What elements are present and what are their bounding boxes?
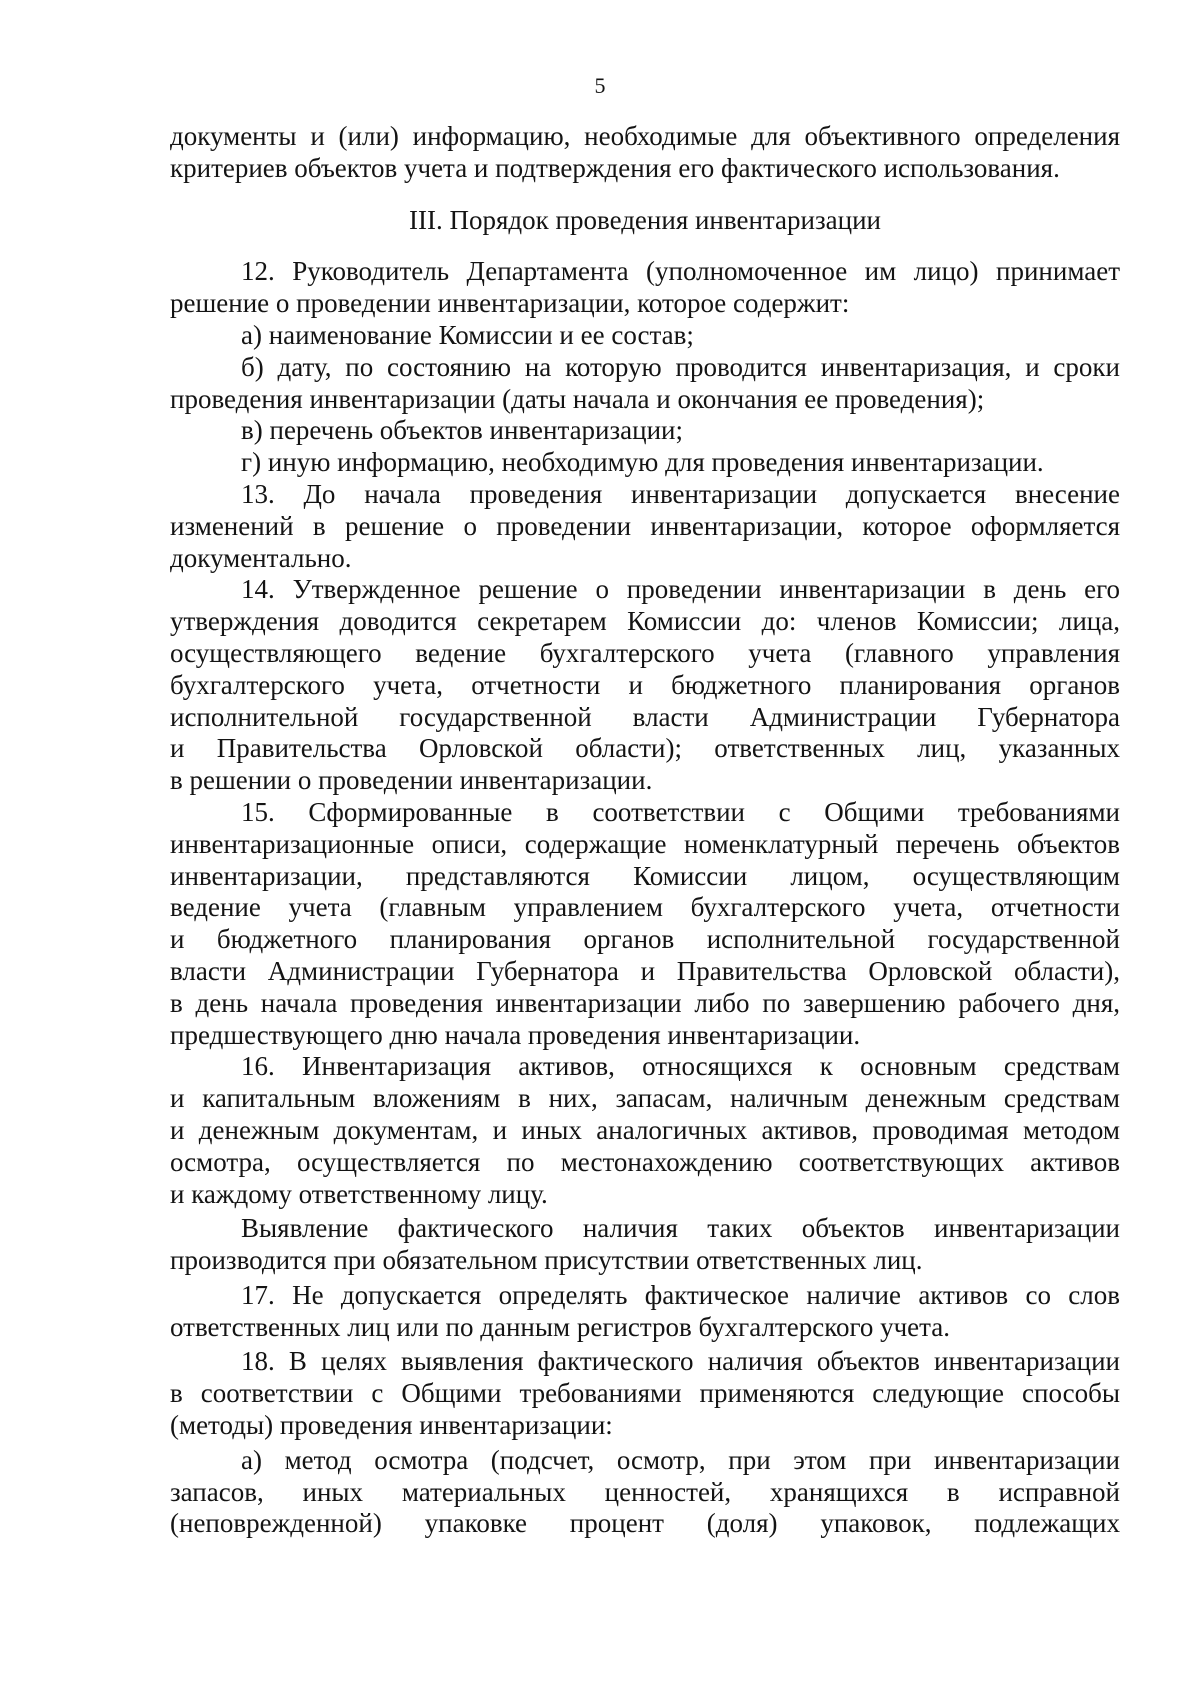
text-line: решение о проведении инвентаризации, которое содержит: — [170, 288, 850, 319]
text-line: осуществляющего ведение бухгалтерского учета (главного управления — [170, 637, 1120, 668]
document-body — [170, 121, 1120, 1540]
text-line: в день начала проведения инвентаризации либо по завершению рабочего дня, — [170, 987, 1120, 1018]
text-line: в соответствии с Общими требованиями применяются следующие способы — [170, 1378, 1120, 1409]
text-line: 13. До начала проведения инвентаризации допускается внесение — [241, 478, 1120, 509]
text-line: проведения инвентаризации (даты начала и окончания ее проведения); — [170, 383, 985, 414]
text-line: утверждения доводится секретарем Комиссии до: членов Комиссии; лица, — [170, 606, 1120, 637]
text-line: осмотра, осуществляется по местонахождению соответствующих активов — [170, 1146, 1120, 1177]
text-line: запасов, иных материальных ценностей, хранящихся в исправной — [170, 1476, 1120, 1507]
text-line: документально. — [170, 542, 352, 573]
text-line: 18. В целях выявления фактического наличия объектов инвентаризации — [241, 1346, 1120, 1377]
text-line: изменений в решение о проведении инвентаризации, которое оформляется — [170, 510, 1120, 541]
text-line: бухгалтерского учета, отчетности и бюджетного планирования органов — [170, 669, 1120, 700]
text-line: и денежным документам, и иных аналогичных активов, проводимая методом — [170, 1114, 1120, 1145]
text-line: (методы) проведения инвентаризации: — [170, 1410, 613, 1441]
text-line: документы и (или) информацию, необходимые для объективного определения — [170, 121, 1120, 151]
text-line: (неповрежденной) упаковке процент (доля) упаковок, подлежащих — [170, 1508, 1120, 1539]
text-line: критериев объектов учета и подтверждения его фактического использования. — [170, 152, 1060, 183]
text-line: исполнительной государственной власти Администрации Губернатора — [170, 701, 1120, 732]
text-line: в решении о проведении инвентаризации. — [170, 765, 653, 796]
text-line: 12. Руководитель Департамента (уполномоченное им лицо) принимает — [241, 256, 1120, 287]
text-line: ответственных лиц или по данным регистров бухгалтерского учета. — [170, 1311, 951, 1342]
text-line: производится при обязательном присутствии ответственных лиц. — [170, 1245, 923, 1276]
text-line: и каждому ответственному лицу. — [170, 1178, 548, 1209]
text-line: и капитальным вложениям в них, запасам, наличным денежным средствам — [170, 1083, 1120, 1114]
section-title: III. Порядок проведения инвентаризации — [409, 204, 881, 235]
text-line: 16. Инвентаризация активов, относящихся к основным средствам — [241, 1051, 1120, 1082]
text-line: инвентаризации, представляются Комиссии лицом, осуществляющим — [170, 860, 1120, 891]
text-line: предшествующего дню начала проведения инвентаризации. — [170, 1019, 861, 1050]
text-line: а) наименование Комиссии и ее состав; — [241, 319, 694, 350]
text-line: инвентаризационные описи, содержащие номенклатурный перечень объектов — [170, 828, 1120, 859]
text-line: а) метод осмотра (подсчет, осмотр, при этом при инвентаризации — [241, 1444, 1120, 1475]
text-line: Выявление фактического наличия таких объектов инвентаризации — [241, 1213, 1120, 1244]
text-line: 17. Не допускается определять фактическое наличие активов со слов — [241, 1279, 1120, 1310]
text-line: и бюджетного планирования органов исполнительной государственной — [170, 924, 1120, 955]
text-line: б) дату, по состоянию на которую проводится инвентаризация, и сроки — [241, 351, 1120, 382]
text-line: в) перечень объектов инвентаризации; — [241, 415, 684, 446]
text-line: 14. Утвержденное решение о проведении инвентаризации в день его — [241, 574, 1120, 605]
text-line: и Правительства Орловской области); ответственных лиц, указанных — [170, 733, 1120, 764]
text-line: 15. Сформированные в соответствии с Общими требованиями — [241, 796, 1120, 827]
text-line: г) иную информацию, необходимую для проведения инвентаризации. — [241, 447, 1044, 478]
page-number: 5 — [594, 73, 606, 98]
text-line: власти Администрации Губернатора и Правительства Орловской области), — [170, 955, 1120, 986]
text-line: ведение учета (главным управлением бухгалтерского учета, отчетности — [170, 892, 1120, 923]
